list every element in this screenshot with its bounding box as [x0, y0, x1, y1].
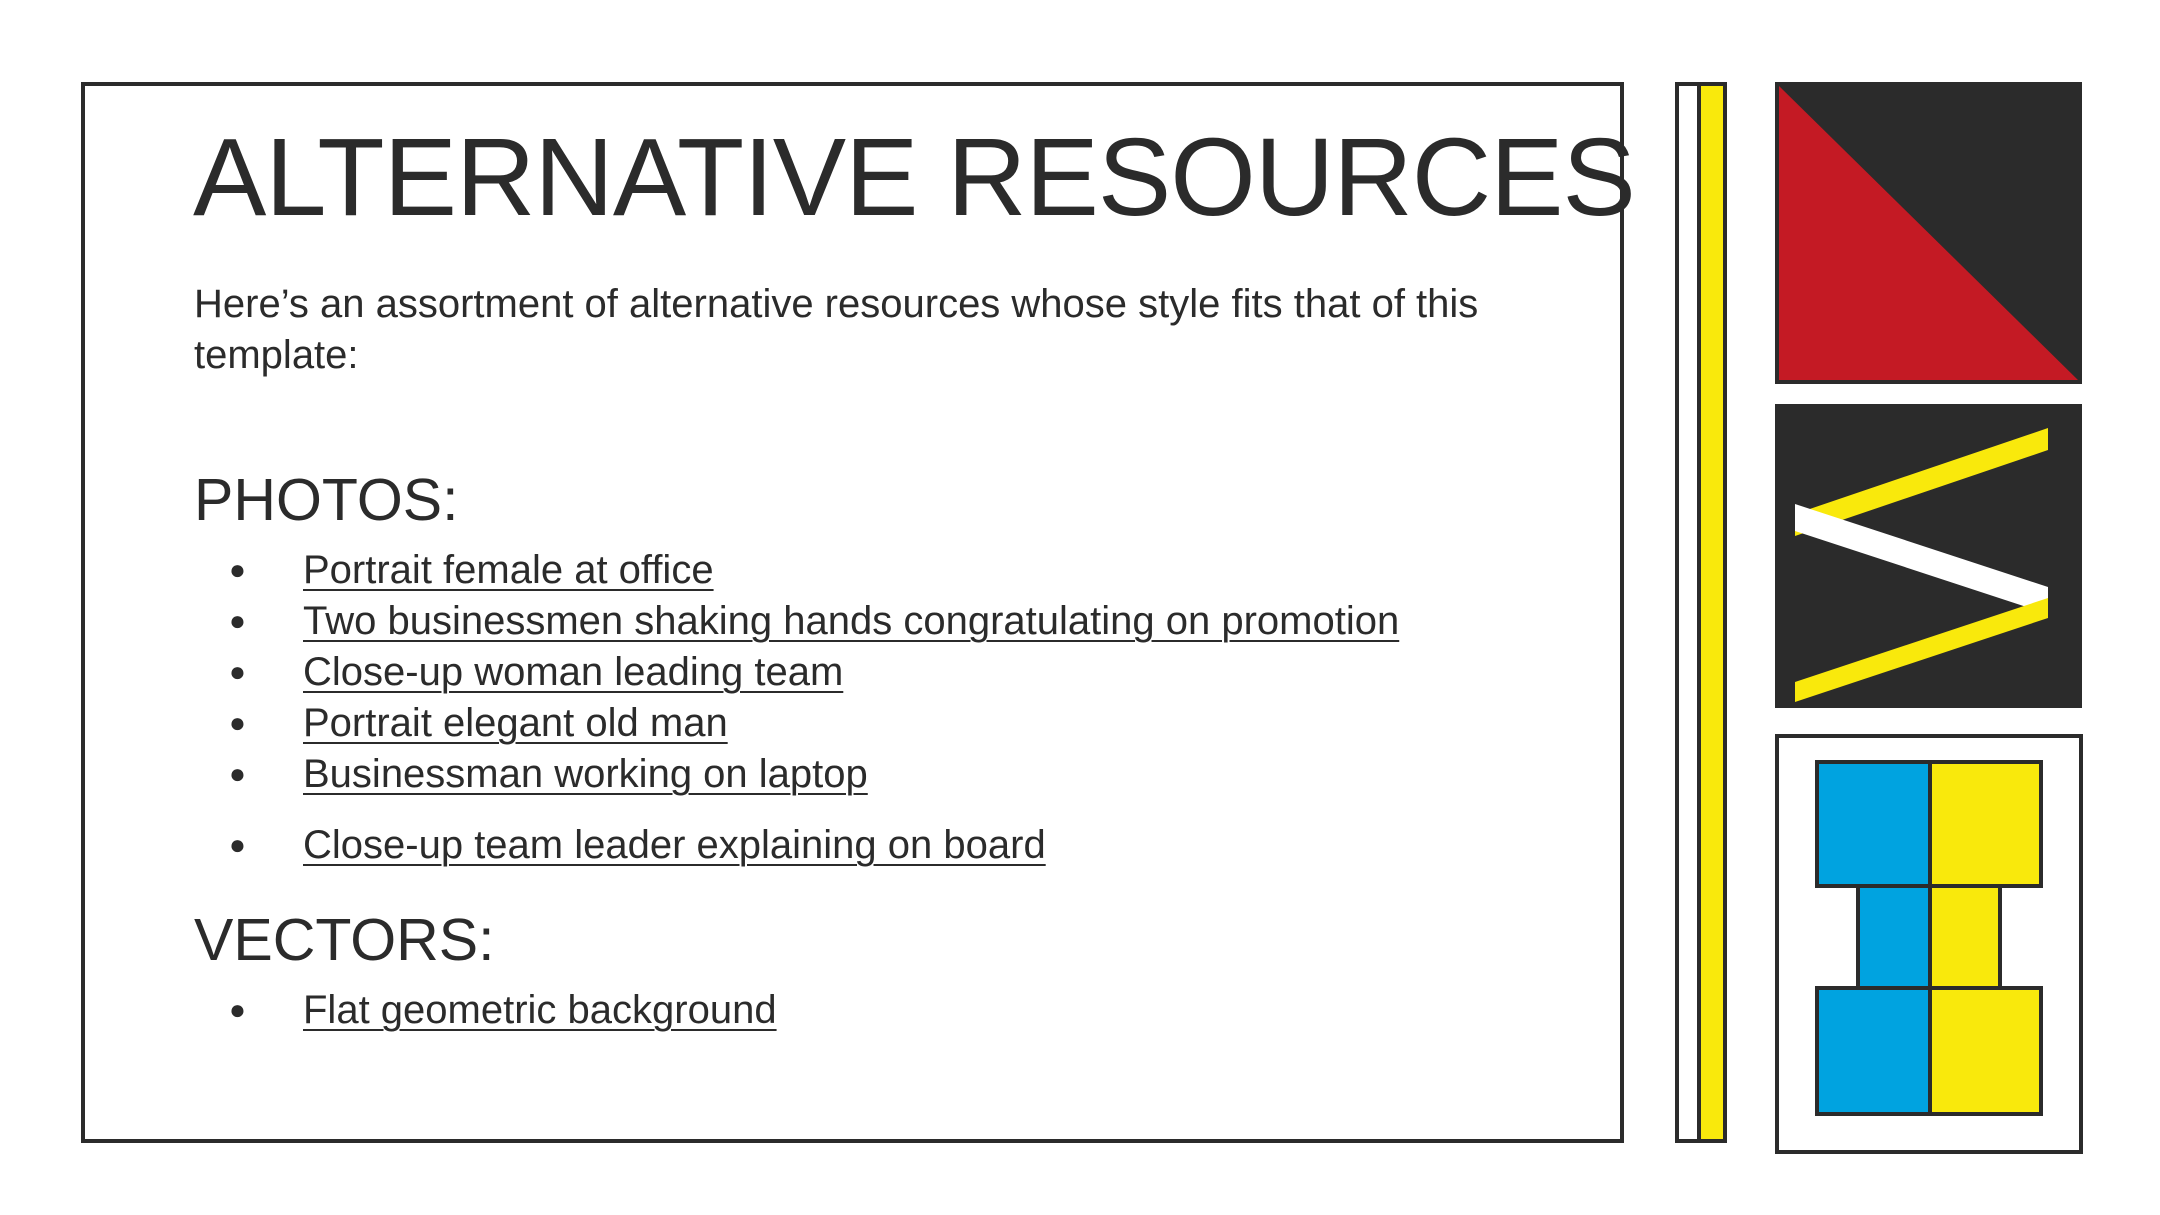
photo-link-woman-leading-team[interactable]: Close-up woman leading team [303, 650, 844, 694]
blue-yellow-block-square [1775, 734, 2083, 1154]
bullet: ● [229, 994, 246, 1025]
vector-link-flat-geometric-background[interactable]: Flat geometric background [303, 988, 777, 1032]
bullet: ● [229, 829, 246, 860]
vectors-heading: VECTORS: [194, 907, 495, 973]
photo-link-elegant-old-man[interactable]: Portrait elegant old man [303, 701, 728, 745]
intro-text: Here’s an assortment of alternative resources whose style fits that of this template: [194, 282, 1479, 377]
bullet: ● [229, 656, 246, 687]
vertical-stripe-decoration [1675, 82, 1727, 1143]
slide-title: ALTERNATIVE RESOURCES [193, 116, 1635, 239]
photo-link-team-leader-board[interactable]: Close-up team leader explaining on board [303, 823, 1046, 867]
bullet: ● [229, 605, 246, 636]
red-black-diagonal-square [1775, 82, 2082, 384]
bullet: ● [229, 707, 246, 738]
photos-heading: PHOTOS: [194, 467, 459, 533]
photo-link-portrait-female[interactable]: Portrait female at office [303, 548, 714, 592]
photo-link-businessman-laptop[interactable]: Businessman working on laptop [303, 752, 868, 796]
bullet: ● [229, 758, 246, 789]
zigzag-square [1775, 404, 2082, 708]
photo-link-businessmen-handshake[interactable]: Two businessmen shaking hands congratulating on promotion [303, 599, 1400, 643]
bullet: ● [229, 554, 246, 585]
